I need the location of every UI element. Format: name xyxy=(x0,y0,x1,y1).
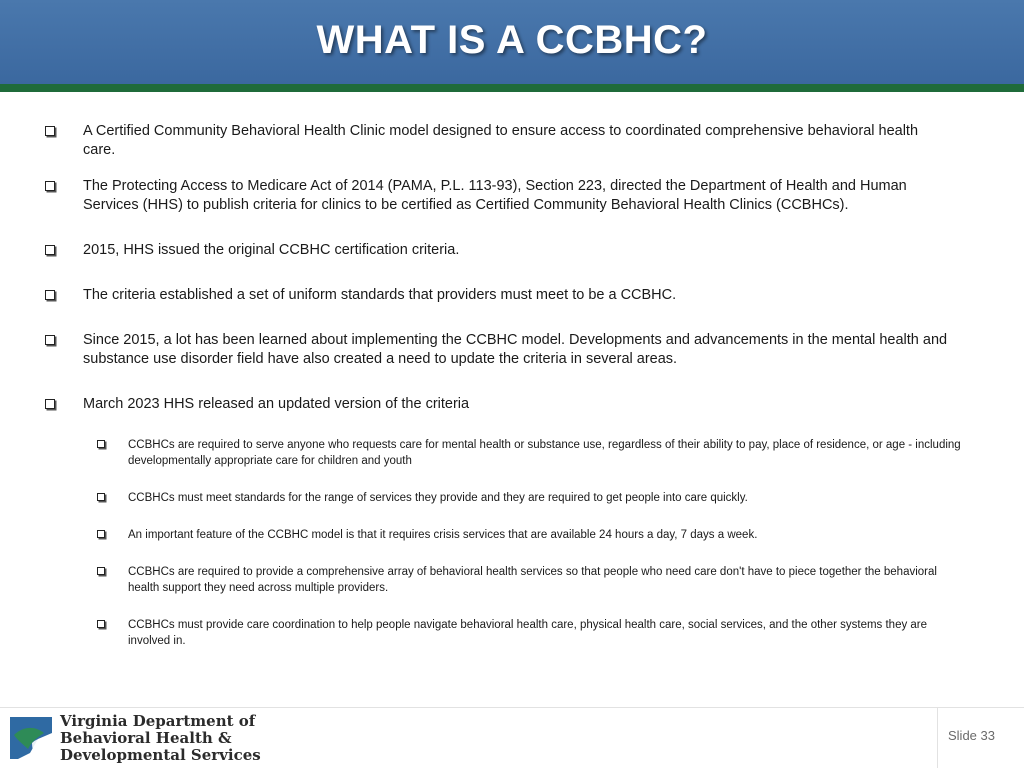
sub-bullet-item xyxy=(0,437,1024,469)
footer-divider xyxy=(937,708,938,768)
hollow-square-bullet-icon xyxy=(97,440,105,448)
bullet-item xyxy=(0,286,1024,305)
slide-number: Slide 33 xyxy=(948,728,995,743)
bullet-text: Since 2015, a lot has been learned about implementing the CCBHC model. Developments and advancements in the mental health and substance use disorder field have also created a need to update the criteria in several areas. xyxy=(83,332,948,367)
bullet-item xyxy=(0,331,1024,369)
sub-bullet-text: CCBHCs are required to provide a comprehensive array of behavioral health services so that people who need care don't have to piece together the behavioral health support they need across multiple providers. xyxy=(128,566,937,594)
sub-bullet-text: CCBHCs must provide care coordination to help people navigate behavioral health care, physical health care, social services, and the other systems they are involved in. xyxy=(128,619,928,647)
hollow-square-bullet-icon xyxy=(45,399,55,409)
sub-bullet-text: An important feature of the CCBHC model is that it requires crisis services that are available 24 hours a day, 7 days a week. xyxy=(128,529,758,541)
hollow-square-bullet-icon xyxy=(45,290,55,300)
bullet-text: 2015, HHS issued the original CCBHC certification criteria. xyxy=(83,242,460,258)
virginia-map-logo-icon xyxy=(8,713,54,761)
hollow-square-bullet-icon xyxy=(97,567,105,575)
hollow-square-bullet-icon xyxy=(97,530,105,538)
bullet-text: March 2023 HHS released an updated version of the criteria xyxy=(83,396,470,412)
hollow-square-bullet-icon xyxy=(97,620,105,628)
title-bar xyxy=(0,0,1024,84)
sub-bullet-item xyxy=(0,490,1024,506)
sub-bullet-text: CCBHCs must meet standards for the range of services they provide and they are required to get people into care quickly. xyxy=(128,492,748,504)
hollow-square-bullet-icon xyxy=(97,493,105,501)
sub-bullet-text: CCBHCs are required to serve anyone who requests care for mental health or substance use, regardless of their ability to pay, place of residence, or age - including developmentally appropriate care for children and youth xyxy=(128,439,961,467)
logo-line: Behavioral Health & xyxy=(60,729,232,747)
bullet-text: The Protecting Access to Medicare Act of 2014 (PAMA, P.L. 113-93), Section 223, directed the Department of Health and Human Services (HHS) to publish criteria for clinics to be certified as Certified Community Behavioral Health Clinics (CCBHCs). xyxy=(83,178,907,213)
sub-bullet-item xyxy=(0,617,1024,649)
hollow-square-bullet-icon xyxy=(45,181,55,191)
title-accent-band xyxy=(0,84,1024,92)
bullet-item xyxy=(0,241,1024,260)
sub-bullet-item xyxy=(0,564,1024,596)
slide-title: WHAT IS A CCBHC? xyxy=(316,18,708,62)
logo-line: Virginia Department of xyxy=(60,712,256,730)
dbhds-logo xyxy=(8,712,261,764)
logo-line: Developmental Services xyxy=(60,746,261,764)
bullet-item xyxy=(0,177,1024,215)
bullet-item xyxy=(0,395,1024,414)
bullet-text: The criteria established a set of uniform standards that providers must meet to be a CCBHC. xyxy=(83,287,677,303)
footer-rule xyxy=(0,707,1024,708)
bullet-item xyxy=(0,122,1024,160)
hollow-square-bullet-icon xyxy=(45,126,55,136)
bullet-text: A Certified Community Behavioral Health Clinic model designed to ensure access to coordinated comprehensive behavioral health care. xyxy=(83,123,919,158)
logo-text xyxy=(60,713,261,764)
bullet-list xyxy=(0,122,1024,649)
hollow-square-bullet-icon xyxy=(45,335,55,345)
sub-bullet-item xyxy=(0,527,1024,543)
hollow-square-bullet-icon xyxy=(45,245,55,255)
